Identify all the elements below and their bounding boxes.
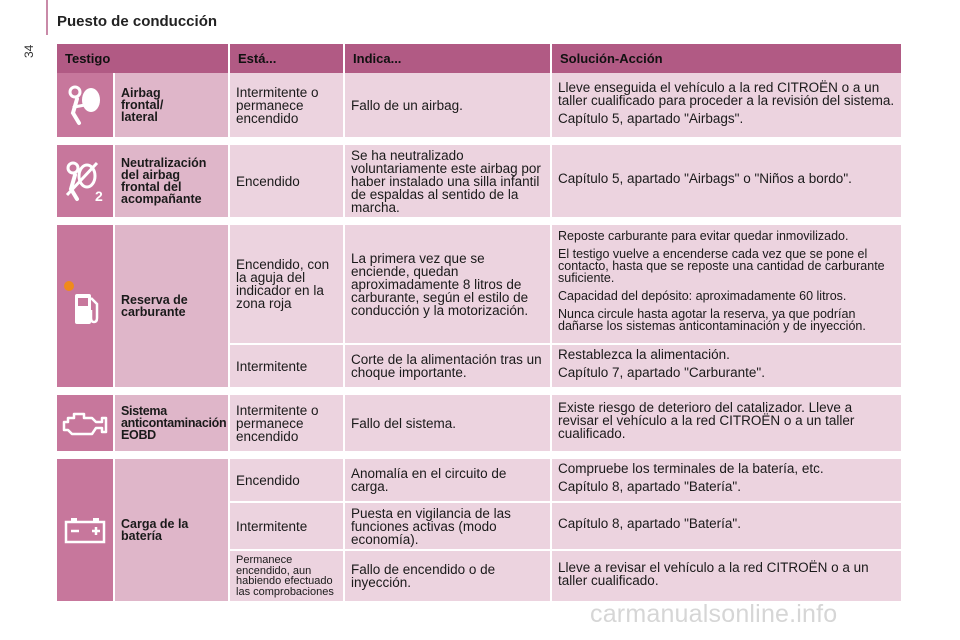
header-esta: Está... [230, 44, 345, 73]
lamp-icon-cell [57, 145, 115, 219]
solution-cell: Existe riesgo de deterioro del catalizador. Lleve a revisar el vehículo a la red CITROËN o a un taller cualificado. [552, 395, 903, 453]
table-row-passenger-airbag [57, 145, 903, 219]
state-cell: Permanece encendido, aun habiendo efectuado las comprobaciones [230, 551, 345, 603]
lamp-icon-cell [57, 73, 115, 139]
solution-cell: Capítulo 8, apartado "Batería". [552, 503, 903, 551]
header-indica: Indica... [345, 44, 552, 73]
passenger-airbag-off-icon [57, 159, 113, 203]
svg-text:2: 2 [95, 188, 103, 203]
indicates-cell: Se ha neutralizado voluntariamente este airbag por haber instalado una silla infantil de espaldas al sentido de la marcha. [345, 145, 552, 219]
solution-cell: Compruebe los terminales de la batería, etc. Capítulo 8, apartado "Batería". [552, 459, 903, 503]
header-solucion: Solución-Acción [552, 44, 903, 73]
header-testigo: Testigo [57, 44, 230, 73]
lamp-icon-cell [57, 225, 115, 389]
table-row-airbag [57, 73, 903, 139]
solution-cell: Capítulo 5, apartado "Airbags" o "Niños a bordo". [552, 145, 903, 219]
warning-lamps-table [57, 44, 903, 603]
indicates-cell: Fallo de un airbag. [345, 73, 552, 139]
table-row-eobd [57, 395, 903, 453]
fuel-pump-icon [57, 280, 113, 332]
lamp-name-passenger-airbag: Neutralización del airbag frontal del acompañante [115, 145, 230, 219]
solution-cell: Restablezca la alimentación. Capítulo 7, apartado "Carburante". [552, 345, 903, 389]
lamp-name-battery: Carga de la batería [115, 459, 230, 603]
battery-icon [57, 515, 113, 545]
watermark: carmanualsonline.info [590, 600, 838, 628]
warning-dot [64, 281, 74, 291]
table-header-row [57, 44, 903, 73]
state-cell: Intermitente [230, 503, 345, 551]
indicates-cell: La primera vez que se enciende, quedan aproximadamente 8 litros de carburante, según el estilo de conducción y la motorización. [345, 225, 552, 345]
indicates-cell: Anomalía en el circuito de carga. [345, 459, 552, 503]
margin-bar [46, 0, 48, 35]
table-row-battery [57, 459, 903, 503]
indicates-cell: Corte de la alimentación tras un choque importante. [345, 345, 552, 389]
lamp-name-airbag: Airbag frontal/ lateral [115, 73, 230, 139]
airbag-icon [57, 83, 113, 127]
solution-cell: Lleve enseguida el vehículo a la red CITROËN o a un taller cualificado para proceder a la revisión del sistema. Capítulo 5, apartado "Airbags". [552, 73, 903, 139]
state-cell: Encendido [230, 145, 345, 219]
state-cell: Encendido, con la aguja del indicador en la zona roja [230, 225, 345, 345]
lamp-name-eobd: Sistema anticontaminación EOBD [115, 395, 230, 453]
lamp-icon-cell [57, 395, 115, 453]
lamp-name-fuel-reserve: Reserva de carburante [115, 225, 230, 389]
solution-cell: Lleve a revisar el vehículo a la red CITROËN o a un taller cualificado. [552, 551, 903, 603]
state-cell: Intermitente o permanece encendido [230, 395, 345, 453]
state-cell: Intermitente o permanece encendido [230, 73, 345, 139]
indicates-cell: Puesta en vigilancia de las funciones activas (modo economía). [345, 503, 552, 551]
indicates-cell: Fallo del sistema. [345, 395, 552, 453]
engine-icon [57, 408, 113, 438]
table-row-fuel-reserve [57, 225, 903, 345]
page-number: 34 [22, 44, 36, 58]
lamp-icon-cell [57, 459, 115, 603]
indicates-cell: Fallo de encendido o de inyección. [345, 551, 552, 603]
state-cell: Intermitente [230, 345, 345, 389]
page-title: Puesto de conducción [57, 13, 218, 30]
solution-cell: Reposte carburante para evitar quedar inmovilizado. El testigo vuelve a encenderse cada vez que se pone el contacto, hasta que se reposte una cantidad de carburante suficiente. Capacidad del depósito: aproximadamente 60 litros. Nunca circule hasta agotar la reserva, ya que podrían dañarse los sistemas anticontaminación y de inyección. [552, 225, 903, 345]
state-cell: Encendido [230, 459, 345, 503]
